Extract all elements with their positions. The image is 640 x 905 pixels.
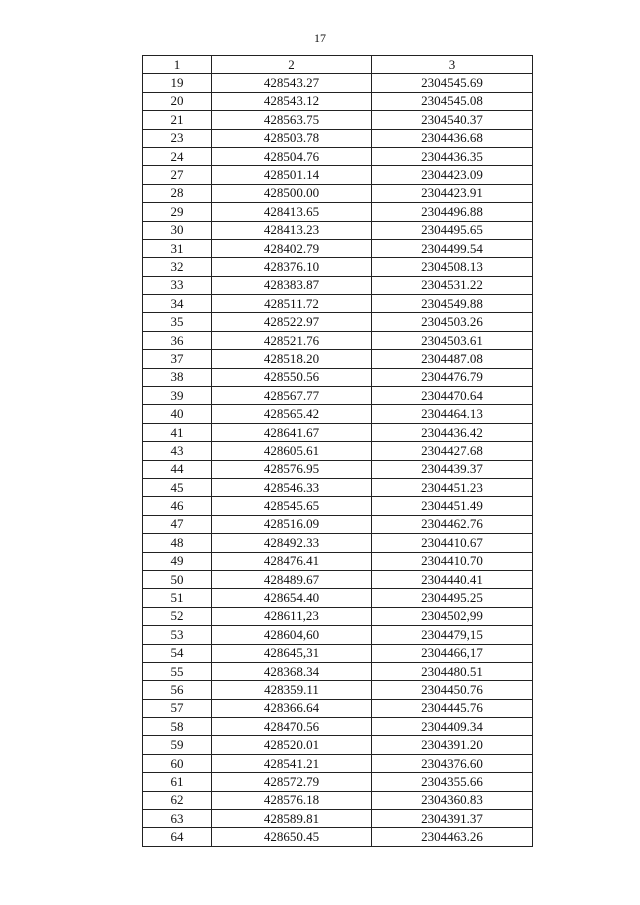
y-coordinate-cell: 2304540.37	[372, 111, 533, 129]
x-coordinate-cell: 428359.11	[212, 681, 372, 699]
y-coordinate-cell: 2304495.65	[372, 221, 533, 239]
point-number-cell: 59	[143, 736, 212, 754]
table-row	[143, 791, 533, 809]
y-coordinate-cell: 2304451.49	[372, 497, 533, 515]
x-coordinate-cell: 428402.79	[212, 239, 372, 257]
point-number-cell: 63	[143, 810, 212, 828]
column-header: 2	[212, 56, 372, 74]
y-coordinate-cell: 2304391.20	[372, 736, 533, 754]
x-coordinate-cell: 428567.77	[212, 387, 372, 405]
point-number-cell: 37	[143, 350, 212, 368]
x-coordinate-cell: 428576.95	[212, 460, 372, 478]
table-row	[143, 718, 533, 736]
x-coordinate-cell: 428518.20	[212, 350, 372, 368]
table-row	[143, 166, 533, 184]
x-coordinate-cell: 428492.33	[212, 534, 372, 552]
table-row	[143, 644, 533, 662]
table-row	[143, 699, 533, 717]
y-coordinate-cell: 2304436.35	[372, 147, 533, 165]
table-row	[143, 497, 533, 515]
point-number-cell: 34	[143, 295, 212, 313]
table-row	[143, 239, 533, 257]
table-row	[143, 515, 533, 533]
y-coordinate-cell: 2304355.66	[372, 773, 533, 791]
x-coordinate-cell: 428511.72	[212, 295, 372, 313]
table-row	[143, 626, 533, 644]
point-number-cell: 51	[143, 589, 212, 607]
y-coordinate-cell: 2304439.37	[372, 460, 533, 478]
table-row	[143, 74, 533, 92]
table-row	[143, 92, 533, 110]
page-number: 17	[314, 31, 326, 45]
point-number-cell: 53	[143, 626, 212, 644]
x-coordinate-cell: 428541.21	[212, 754, 372, 772]
point-number-cell: 28	[143, 184, 212, 202]
table-row	[143, 350, 533, 368]
point-number-cell: 60	[143, 754, 212, 772]
table-row	[143, 295, 533, 313]
table-row	[143, 773, 533, 791]
x-coordinate-cell: 428500.00	[212, 184, 372, 202]
table-row	[143, 221, 533, 239]
x-coordinate-cell: 428611,23	[212, 607, 372, 625]
point-number-cell: 31	[143, 239, 212, 257]
point-number-cell: 47	[143, 515, 212, 533]
point-number-cell: 62	[143, 791, 212, 809]
table-row	[143, 534, 533, 552]
y-coordinate-cell: 2304451.23	[372, 478, 533, 496]
column-header: 1	[143, 56, 212, 74]
point-number-cell: 24	[143, 147, 212, 165]
table-row	[143, 478, 533, 496]
y-coordinate-cell: 2304423.09	[372, 166, 533, 184]
y-coordinate-cell: 2304470.64	[372, 387, 533, 405]
x-coordinate-cell: 428413.65	[212, 203, 372, 221]
point-number-cell: 54	[143, 644, 212, 662]
point-number-cell: 23	[143, 129, 212, 147]
y-coordinate-cell: 2304545.69	[372, 74, 533, 92]
table-row	[143, 258, 533, 276]
point-number-cell: 20	[143, 92, 212, 110]
table-row	[143, 111, 533, 129]
table-row	[143, 423, 533, 441]
point-number-cell: 36	[143, 331, 212, 349]
y-coordinate-cell: 2304496.88	[372, 203, 533, 221]
x-coordinate-cell: 428572.79	[212, 773, 372, 791]
point-number-cell: 64	[143, 828, 212, 846]
table-row	[143, 607, 533, 625]
point-number-cell: 30	[143, 221, 212, 239]
point-number-cell: 35	[143, 313, 212, 331]
x-coordinate-cell: 428565.42	[212, 405, 372, 423]
table-row	[143, 828, 533, 846]
table-row	[143, 129, 533, 147]
y-coordinate-cell: 2304423.91	[372, 184, 533, 202]
table-row	[143, 276, 533, 294]
point-number-cell: 57	[143, 699, 212, 717]
table-body	[143, 74, 533, 846]
point-number-cell: 29	[143, 203, 212, 221]
x-coordinate-cell: 428589.81	[212, 810, 372, 828]
table-row	[143, 662, 533, 680]
x-coordinate-cell: 428645,31	[212, 644, 372, 662]
column-header: 3	[372, 56, 533, 74]
y-coordinate-cell: 2304549.88	[372, 295, 533, 313]
table-row	[143, 313, 533, 331]
y-coordinate-cell: 2304427.68	[372, 442, 533, 460]
x-coordinate-cell: 428522.97	[212, 313, 372, 331]
y-coordinate-cell: 2304502,99	[372, 607, 533, 625]
y-coordinate-cell: 2304376.60	[372, 754, 533, 772]
point-number-cell: 56	[143, 681, 212, 699]
y-coordinate-cell: 2304409.34	[372, 718, 533, 736]
table-row	[143, 331, 533, 349]
y-coordinate-cell: 2304436.68	[372, 129, 533, 147]
x-coordinate-cell: 428366.64	[212, 699, 372, 717]
y-coordinate-cell: 2304545.08	[372, 92, 533, 110]
x-coordinate-cell: 428605.61	[212, 442, 372, 460]
x-coordinate-cell: 428476.41	[212, 552, 372, 570]
y-coordinate-cell: 2304463.26	[372, 828, 533, 846]
x-coordinate-cell: 428641.67	[212, 423, 372, 441]
y-coordinate-cell: 2304360.83	[372, 791, 533, 809]
y-coordinate-cell: 2304487.08	[372, 350, 533, 368]
x-coordinate-cell: 428520.01	[212, 736, 372, 754]
table-row	[143, 203, 533, 221]
y-coordinate-cell: 2304450.76	[372, 681, 533, 699]
y-coordinate-cell: 2304464.13	[372, 405, 533, 423]
x-coordinate-cell: 428503.78	[212, 129, 372, 147]
table-row	[143, 368, 533, 386]
point-number-cell: 49	[143, 552, 212, 570]
point-number-cell: 55	[143, 662, 212, 680]
point-number-cell: 27	[143, 166, 212, 184]
x-coordinate-cell: 428383.87	[212, 276, 372, 294]
table-row	[143, 387, 533, 405]
table-row	[143, 736, 533, 754]
table-row	[143, 681, 533, 699]
point-number-cell: 50	[143, 570, 212, 588]
table-row	[143, 552, 533, 570]
x-coordinate-cell: 428545.65	[212, 497, 372, 515]
table-row	[143, 570, 533, 588]
y-coordinate-cell: 2304499.54	[372, 239, 533, 257]
table-row	[143, 147, 533, 165]
y-coordinate-cell: 2304479,15	[372, 626, 533, 644]
point-number-cell: 39	[143, 387, 212, 405]
x-coordinate-cell: 428604,60	[212, 626, 372, 644]
table-row	[143, 405, 533, 423]
x-coordinate-cell: 428413.23	[212, 221, 372, 239]
point-number-cell: 40	[143, 405, 212, 423]
point-number-cell: 46	[143, 497, 212, 515]
x-coordinate-cell: 428563.75	[212, 111, 372, 129]
y-coordinate-cell: 2304503.26	[372, 313, 533, 331]
x-coordinate-cell: 428470.56	[212, 718, 372, 736]
y-coordinate-cell: 2304476.79	[372, 368, 533, 386]
x-coordinate-cell: 428489.67	[212, 570, 372, 588]
y-coordinate-cell: 2304480.51	[372, 662, 533, 680]
point-number-cell: 43	[143, 442, 212, 460]
point-number-cell: 45	[143, 478, 212, 496]
coordinates-table	[142, 55, 533, 847]
x-coordinate-cell: 428543.27	[212, 74, 372, 92]
point-number-cell: 19	[143, 74, 212, 92]
y-coordinate-cell: 2304508.13	[372, 258, 533, 276]
point-number-cell: 32	[143, 258, 212, 276]
x-coordinate-cell: 428546.33	[212, 478, 372, 496]
y-coordinate-cell: 2304531.22	[372, 276, 533, 294]
x-coordinate-cell: 428501.14	[212, 166, 372, 184]
point-number-cell: 52	[143, 607, 212, 625]
x-coordinate-cell: 428654.40	[212, 589, 372, 607]
y-coordinate-cell: 2304495.25	[372, 589, 533, 607]
table-row	[143, 589, 533, 607]
table-row	[143, 754, 533, 772]
point-number-cell: 33	[143, 276, 212, 294]
y-coordinate-cell: 2304462.76	[372, 515, 533, 533]
table-row	[143, 442, 533, 460]
table-header-row	[143, 56, 533, 74]
y-coordinate-cell: 2304440.41	[372, 570, 533, 588]
point-number-cell: 44	[143, 460, 212, 478]
x-coordinate-cell: 428521.76	[212, 331, 372, 349]
y-coordinate-cell: 2304436.42	[372, 423, 533, 441]
x-coordinate-cell: 428543.12	[212, 92, 372, 110]
point-number-cell: 21	[143, 111, 212, 129]
x-coordinate-cell: 428576.18	[212, 791, 372, 809]
point-number-cell: 48	[143, 534, 212, 552]
point-number-cell: 61	[143, 773, 212, 791]
x-coordinate-cell: 428368.34	[212, 662, 372, 680]
table-row	[143, 810, 533, 828]
y-coordinate-cell: 2304391.37	[372, 810, 533, 828]
x-coordinate-cell: 428650.45	[212, 828, 372, 846]
y-coordinate-cell: 2304445.76	[372, 699, 533, 717]
table-row	[143, 460, 533, 478]
x-coordinate-cell: 428516.09	[212, 515, 372, 533]
y-coordinate-cell: 2304410.67	[372, 534, 533, 552]
x-coordinate-cell: 428504.76	[212, 147, 372, 165]
y-coordinate-cell: 2304410.70	[372, 552, 533, 570]
y-coordinate-cell: 2304503.61	[372, 331, 533, 349]
point-number-cell: 58	[143, 718, 212, 736]
table-row	[143, 184, 533, 202]
point-number-cell: 41	[143, 423, 212, 441]
x-coordinate-cell: 428376.10	[212, 258, 372, 276]
point-number-cell: 38	[143, 368, 212, 386]
x-coordinate-cell: 428550.56	[212, 368, 372, 386]
y-coordinate-cell: 2304466,17	[372, 644, 533, 662]
